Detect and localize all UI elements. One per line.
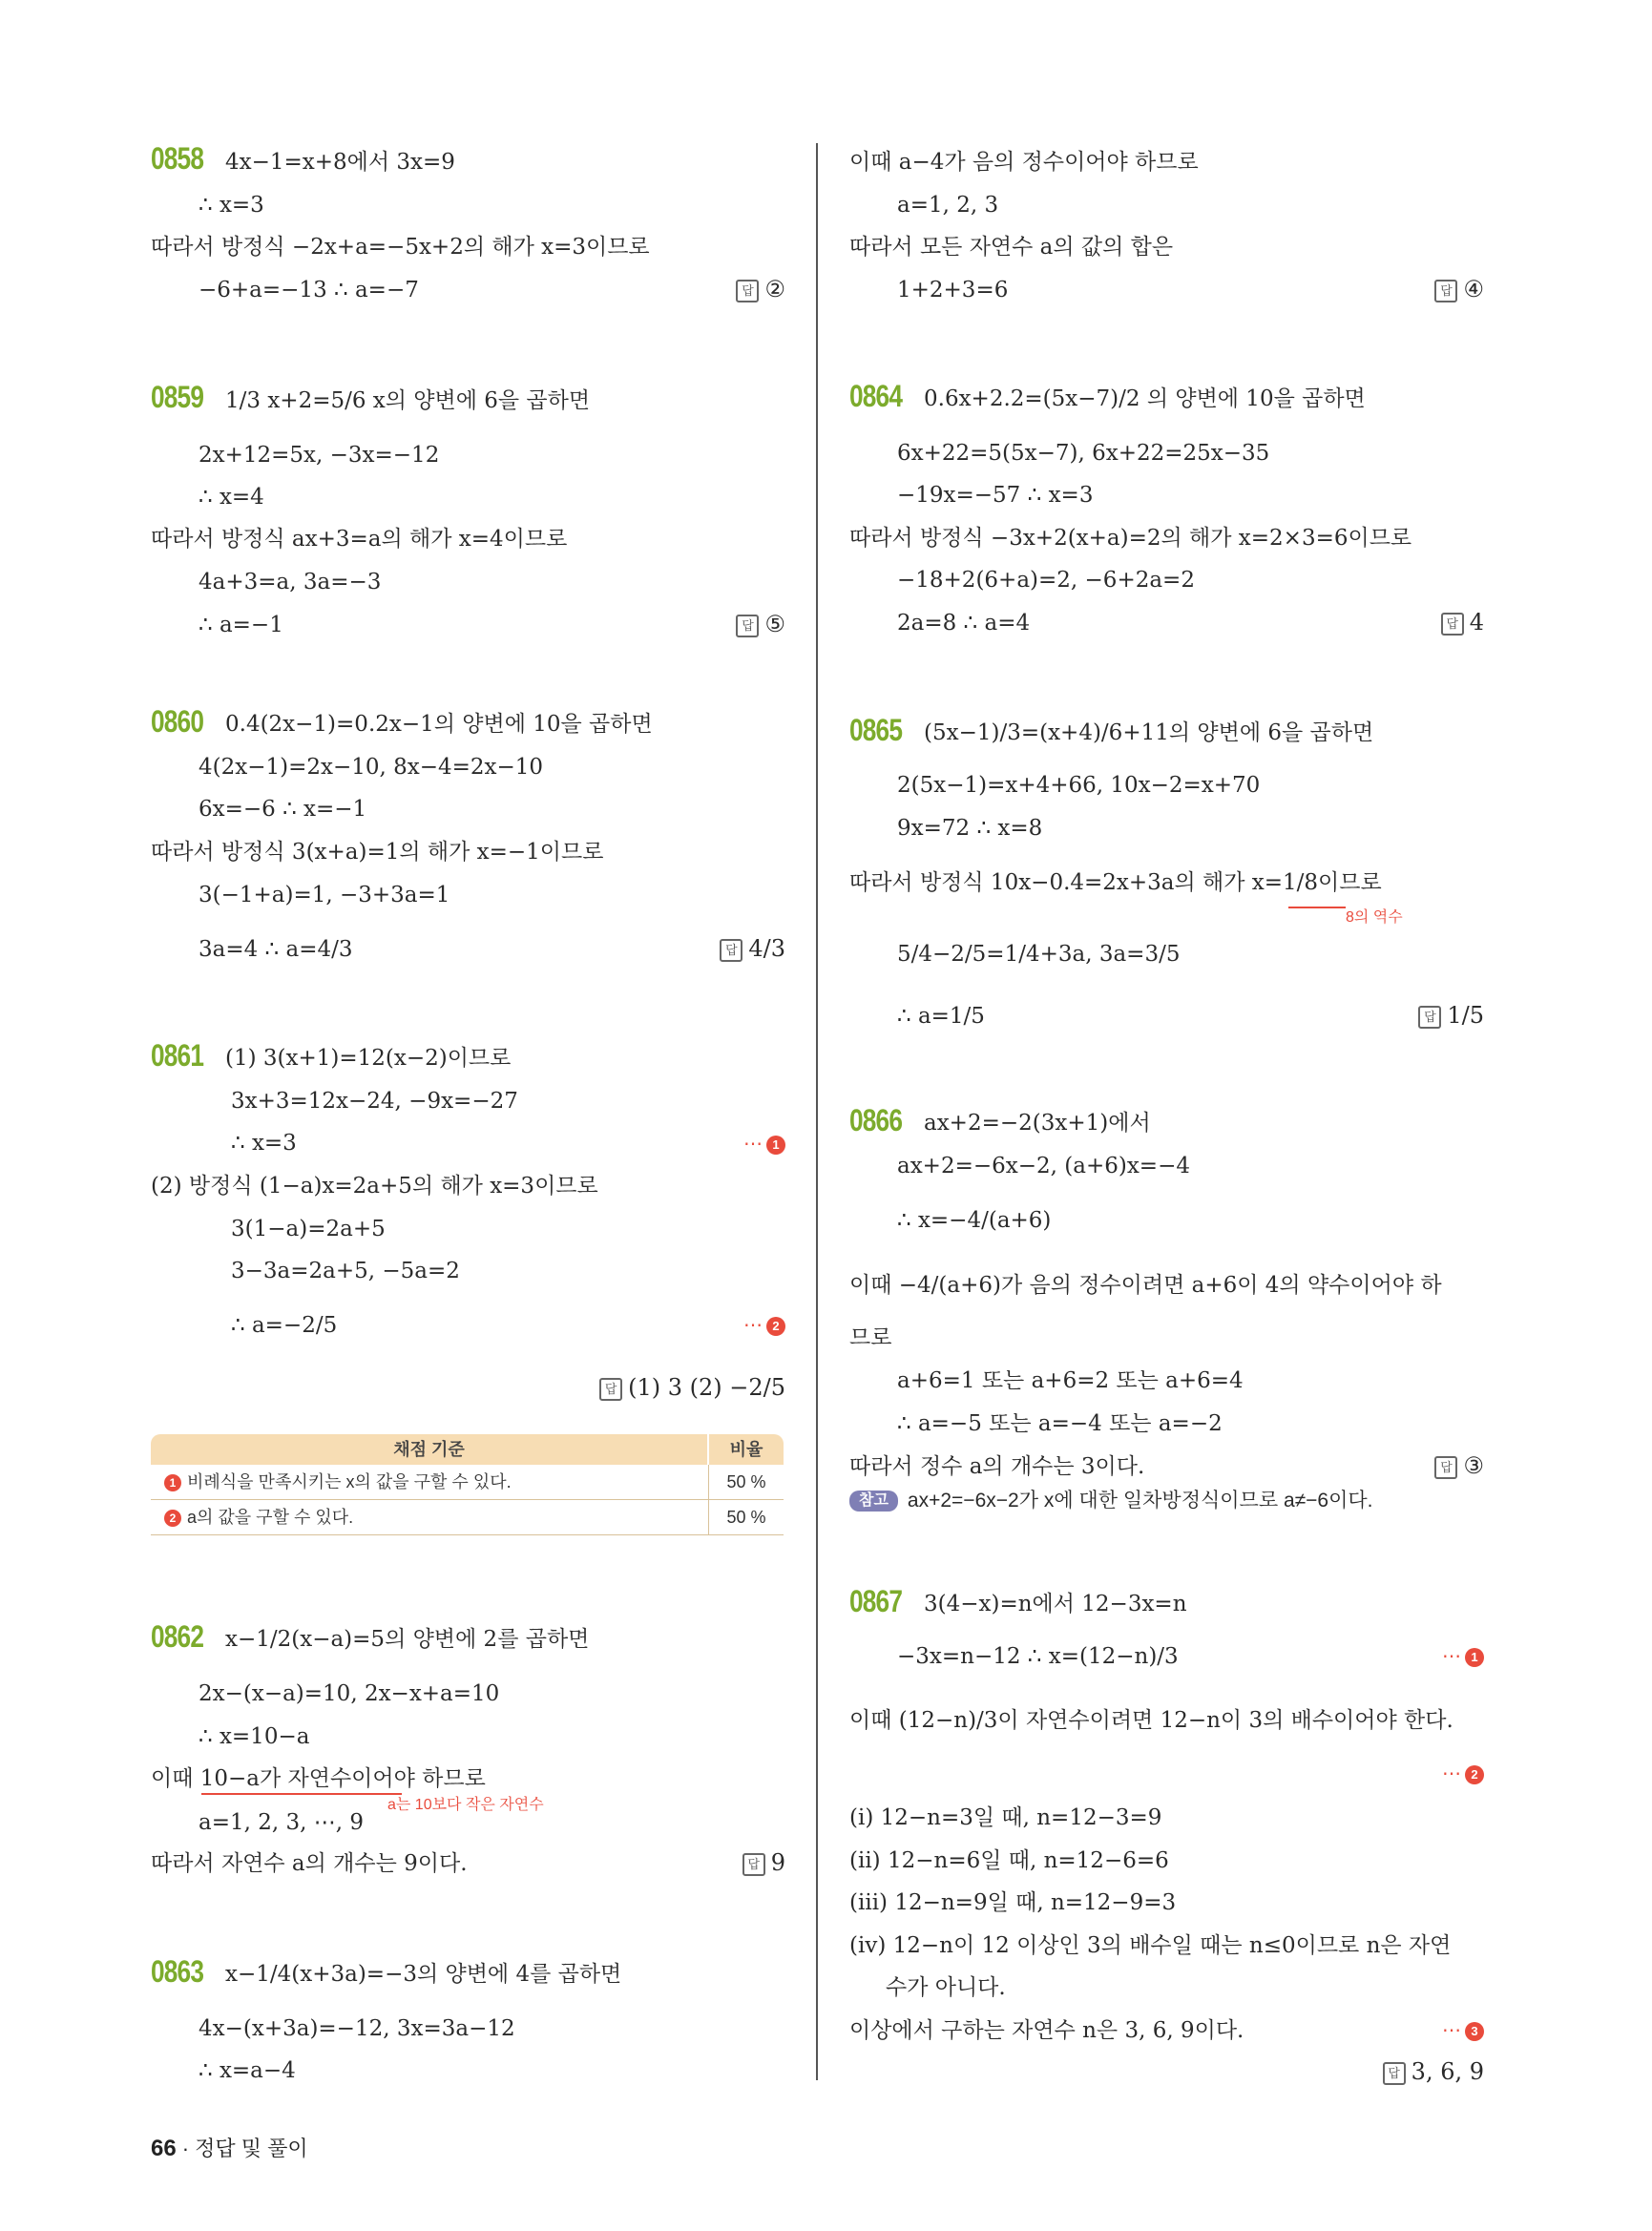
solution-line: 3x+3=12x−24, −9x=−27 xyxy=(231,1089,518,1114)
answer-icon: 답 xyxy=(1434,1456,1457,1479)
solution-line: 3(1−a)=2a+5 xyxy=(231,1217,386,1241)
header-ratio: 비율 xyxy=(707,1434,784,1465)
solution-line: ax+2=−2(3x+1)에서 xyxy=(924,1111,1151,1136)
solution-line: 3a=4 ∴ a=4/3 xyxy=(199,937,353,962)
solution-line: 수가 아니다. xyxy=(886,1975,1006,2000)
problem-number: 0864 xyxy=(849,379,903,413)
solution-line: ∴ x=3 xyxy=(199,193,264,218)
solution-line: 6x+22=5(5x−7), 6x+22=25x−35 xyxy=(897,441,1270,466)
scoring-marker: ⋯ 2 xyxy=(743,1313,785,1337)
solution-line: 6x=−6 ∴ x=−1 xyxy=(199,797,367,822)
solution-line: 1/3 x+2=5/6 x의 양변에 6을 곱하면 xyxy=(225,388,591,413)
problem-number: 0859 xyxy=(151,380,204,414)
solution-line: 2x−(x−a)=10, 2x−x+a=10 xyxy=(199,1681,500,1706)
page-number: 66 xyxy=(151,2136,177,2161)
answer-icon: 답 xyxy=(742,1853,765,1876)
solution-line: (ⅲ) 12−n=9일 때, n=12−9=3 xyxy=(849,1890,1177,1915)
solution-line: 4x−(x+3a)=−12, 3x=3a−12 xyxy=(199,2016,515,2041)
problem-number: 0867 xyxy=(849,1584,903,1618)
scoring-marker: ⋯ 1 xyxy=(743,1132,785,1156)
solution-line: ∴ x=4 xyxy=(199,485,264,510)
solution-line: −6+a=−13 ∴ a=−7 xyxy=(199,278,419,302)
side-note: a는 10보다 작은 자연수 xyxy=(387,1797,544,1813)
solution-line: ∴ a=−2/5 xyxy=(231,1313,338,1338)
solution-line: 1+2+3=6 xyxy=(897,278,1009,302)
solution-line: 이때 10−a가 자연수이어야 하므로 xyxy=(151,1766,486,1791)
solution-line: 이때 (12−n)/3이 자연수이려면 12−n이 3의 배수이어야 한다. xyxy=(849,1708,1453,1733)
solution-line: ∴ a=−5 또는 a=−4 또는 a=−2 xyxy=(897,1411,1223,1436)
solution-line: 이상에서 구하는 자연수 n은 3, 6, 9이다. xyxy=(849,2018,1244,2043)
solution-line: a=1, 2, 3, ⋯, 9 xyxy=(199,1810,365,1835)
solution-line: (ⅳ) 12−n이 12 이상인 3의 배수일 때는 n≤0이므로 n은 자연 xyxy=(849,1933,1452,1958)
answer: 답 4/3 xyxy=(720,935,785,962)
answer: 답 4 xyxy=(1441,609,1484,636)
solution-line: ∴ x=−4/(a+6) xyxy=(897,1208,1052,1233)
solution-line: 2a=8 ∴ a=4 xyxy=(897,611,1031,636)
scoring-marker: ⋯ 3 xyxy=(1442,2018,1484,2042)
solution-line: 따라서 정수 a의 개수는 3이다. xyxy=(849,1454,1145,1479)
solution-line: 3(−1+a)=1, −3+3a=1 xyxy=(199,883,450,907)
solution-line: 3(4−x)=n에서 12−3x=n xyxy=(924,1592,1187,1616)
solution-line: 4(2x−1)=2x−10, 8x−4=2x−10 xyxy=(199,755,544,780)
solution-line: 이때 −4/(a+6)가 음의 정수이려면 a+6이 4의 약수이어야 하 xyxy=(849,1273,1442,1298)
scoring-marker: ⋯ 2 xyxy=(1442,1762,1484,1785)
footer-title: · 정답 및 풀이 xyxy=(181,2137,308,2160)
answer-icon: 답 xyxy=(1441,613,1464,636)
solution-line: a+6=1 또는 a+6=2 또는 a+6=4 xyxy=(897,1368,1244,1393)
answer-icon: 답 xyxy=(1434,280,1457,302)
solution-line: 4x−1=x+8에서 3x=9 xyxy=(225,150,455,175)
header-criteria: 채점 기준 xyxy=(393,1440,465,1459)
solution-line: (1) 3(x+1)=12(x−2)이므로 xyxy=(225,1046,512,1071)
solution-line: 0.4(2x−1)=0.2x−1의 양변에 10을 곱하면 xyxy=(225,712,653,737)
solution-line: ∴ x=10−a xyxy=(199,1724,310,1749)
problem-number: 0865 xyxy=(849,713,903,747)
table-row: 2 a의 값을 구할 수 있다. 50 % xyxy=(151,1500,784,1535)
answer-icon: 답 xyxy=(720,939,742,962)
scoring-marker: ⋯ 1 xyxy=(1442,1644,1484,1668)
answer-icon: 답 xyxy=(599,1378,622,1401)
underline xyxy=(1288,907,1346,908)
answer: 답 ⑤ xyxy=(736,611,785,637)
table-row: 1 비례식을 만족시키는 x의 값을 구할 수 있다. 50 % xyxy=(151,1465,784,1500)
answer: 답 ② xyxy=(736,276,785,302)
solution-line: 따라서 방정식 −3x+2(x+a)=2의 해가 x=2×3=6이므로 xyxy=(849,526,1412,551)
solution-line: 4a+3=a, 3a=−3 xyxy=(199,570,382,594)
answer: 답 ③ xyxy=(1434,1452,1484,1479)
problem-number: 0858 xyxy=(151,141,204,176)
solution-line: 이때 a−4가 음의 정수이어야 하므로 xyxy=(849,150,1199,175)
solution-line: 따라서 방정식 3(x+a)=1의 해가 x=−1이므로 xyxy=(151,840,604,865)
page-footer xyxy=(151,2133,308,2162)
solution-line: (5x−1)/3=(x+4)/6+11의 양변에 6을 곱하면 xyxy=(924,720,1374,745)
reference-tag: 참고 xyxy=(849,1491,898,1512)
problem-number: 0863 xyxy=(151,1954,204,1989)
solution-line: −3x=n−12 ∴ x=(12−n)/3 xyxy=(897,1644,1179,1669)
solution-line: 므로 xyxy=(849,1325,892,1350)
solution-line: 5/4−2/5=1/4+3a, 3a=3/5 xyxy=(897,942,1181,967)
solution-line: ∴ x=3 xyxy=(231,1131,297,1156)
answer-icon: 답 xyxy=(1383,2062,1406,2085)
solution-line: ∴ a=1/5 xyxy=(897,1004,985,1029)
solution-line: a=1, 2, 3 xyxy=(897,193,999,218)
problem-number: 0860 xyxy=(151,704,204,739)
solution-line: 따라서 모든 자연수 a의 값의 합은 xyxy=(849,235,1174,260)
solution-line: (ⅱ) 12−n=6일 때, n=12−6=6 xyxy=(849,1848,1169,1873)
solution-line: 2(5x−1)=x+4+66, 10x−2=x+70 xyxy=(897,773,1261,798)
answer: 답 1/5 xyxy=(1418,1002,1484,1029)
solution-line: 따라서 방정식 −2x+a=−5x+2의 해가 x=3이므로 xyxy=(151,235,650,260)
reference-note: 참고 ax+2=−6x−2가 x에 대한 일차방정식이므로 a≠−6이다. xyxy=(849,1487,1373,1515)
problem-number: 0866 xyxy=(849,1103,903,1137)
answer-icon: 답 xyxy=(736,615,759,637)
side-note: 8의 역수 xyxy=(1346,909,1403,926)
solution-line: ax+2=−6x−2, (a+6)x=−4 xyxy=(897,1154,1190,1178)
solution-line: 따라서 방정식 ax+3=a의 해가 x=4이므로 xyxy=(151,527,568,552)
solution-line: (ⅰ) 12−n=3일 때, n=12−3=9 xyxy=(849,1805,1162,1830)
solution-line: x−1/4(x+3a)=−3의 양변에 4를 곱하면 xyxy=(225,1962,622,1987)
answer: 답 9 xyxy=(742,1849,785,1876)
solution-line: (2) 방정식 (1−a)x=2a+5의 해가 x=3이므로 xyxy=(151,1174,598,1199)
answer: 답 (1) 3 (2) −2/5 xyxy=(599,1374,785,1401)
problem-number: 0861 xyxy=(151,1038,204,1073)
solution-line: ∴ a=−1 xyxy=(199,613,283,637)
solution-line: −18+2(6+a)=2, −6+2a=2 xyxy=(897,568,1195,593)
answer: 답 ④ xyxy=(1434,276,1484,302)
answer: 답 3, 6, 9 xyxy=(1383,2058,1484,2085)
underline xyxy=(201,1793,402,1795)
solution-line: 3−3a=2a+5, −5a=2 xyxy=(231,1259,460,1283)
solution-line: 따라서 자연수 a의 개수는 9이다. xyxy=(151,1851,468,1876)
solution-line: 따라서 방정식 10x−0.4=2x+3a의 해가 x=1/8이므로 xyxy=(849,870,1382,895)
solution-line: −19x=−57 ∴ x=3 xyxy=(897,483,1094,508)
solution-line: 9x=72 ∴ x=8 xyxy=(897,816,1043,841)
solution-line: ∴ x=a−4 xyxy=(199,2058,296,2083)
problem-number: 0862 xyxy=(151,1619,204,1654)
solution-line: x−1/2(x−a)=5의 양변에 2를 곱하면 xyxy=(225,1627,590,1652)
solution-line: 2x+12=5x, −3x=−12 xyxy=(199,443,440,468)
table-header xyxy=(151,1434,784,1465)
solution-line: 0.6x+2.2=(5x−7)/2 의 양변에 10을 곱하면 xyxy=(924,386,1366,411)
column-divider xyxy=(816,143,818,2080)
scoring-table xyxy=(151,1434,784,1535)
answer-icon: 답 xyxy=(1418,1006,1441,1029)
answer-icon: 답 xyxy=(736,280,759,302)
